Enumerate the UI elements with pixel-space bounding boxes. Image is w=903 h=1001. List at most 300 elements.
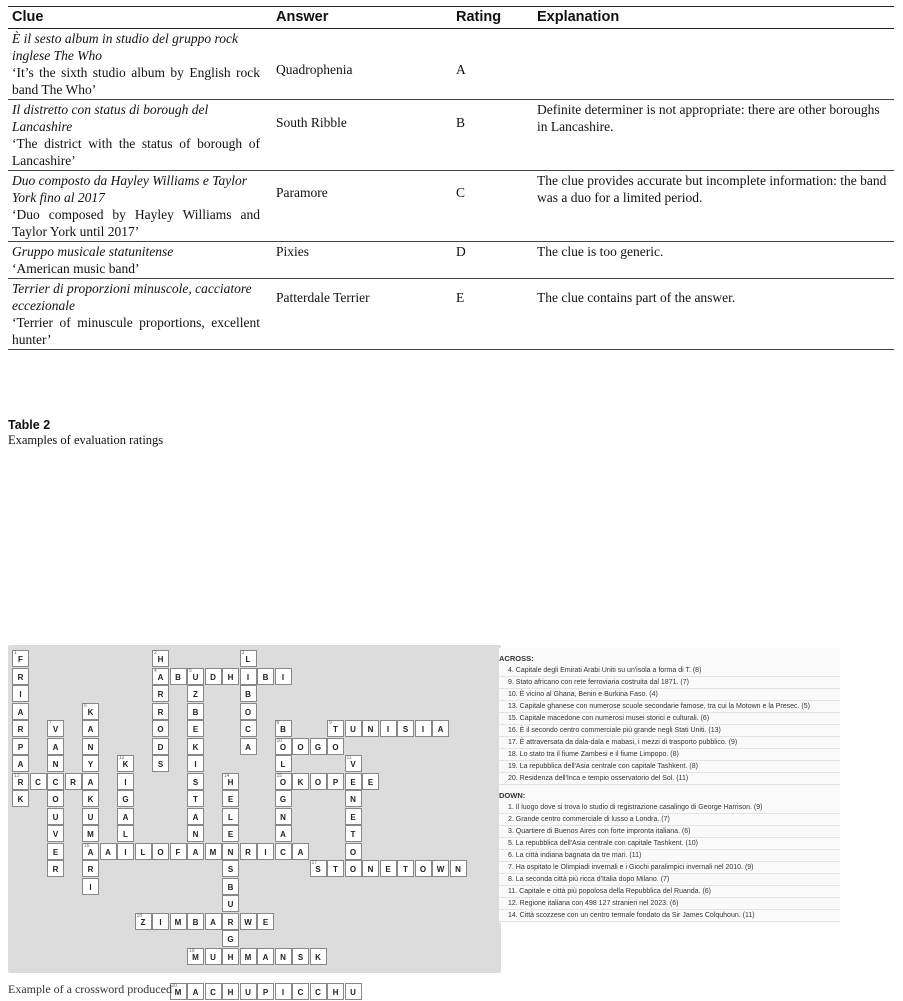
crossword-cell bbox=[47, 808, 64, 825]
crossword-cell bbox=[380, 720, 397, 737]
crossword-cell bbox=[275, 668, 292, 685]
cell-letter: C bbox=[52, 777, 59, 787]
across-clue: 17. È attraversata da dala-dala e mabasi, i mezzi di trasporto pubblico. (9) bbox=[499, 738, 840, 749]
crossword-cell bbox=[275, 843, 292, 860]
crossword-cell bbox=[327, 773, 344, 790]
crossword-cell bbox=[152, 720, 169, 737]
crossword-cell bbox=[82, 843, 99, 860]
crossword-cell bbox=[187, 913, 204, 930]
across-clue-list bbox=[499, 666, 840, 785]
crossword-cell bbox=[222, 878, 239, 895]
cell-letter: I bbox=[281, 672, 285, 682]
crossword-cell bbox=[47, 738, 64, 755]
cell-letter: I bbox=[386, 725, 390, 734]
cell-letter: L bbox=[140, 847, 146, 857]
crossword-cell bbox=[12, 650, 29, 667]
cell-letter: S bbox=[297, 952, 304, 962]
cell-letter: S bbox=[402, 725, 409, 734]
cell-letter: B bbox=[175, 672, 181, 682]
crossword-cell bbox=[415, 860, 432, 877]
cell-letter: C bbox=[210, 987, 216, 997]
crossword-cell bbox=[275, 790, 292, 807]
down-clue: 8. La seconda città più ricca d'Italia dopo Milano. (7) bbox=[499, 875, 840, 886]
cell-letter: B bbox=[227, 882, 234, 892]
cell-letter: H bbox=[227, 952, 234, 962]
cell-letter: E bbox=[385, 865, 391, 874]
cell-letter: T bbox=[333, 725, 338, 734]
clue-english: ‘The district with the status of borough of Lancashire’ bbox=[12, 136, 260, 168]
cell-letter: M bbox=[87, 830, 94, 839]
cell-letter: N bbox=[280, 812, 286, 822]
crossword-cell bbox=[82, 790, 99, 807]
down-clue: 2. Grande centro commerciale di lusso a Londra. (7) bbox=[499, 815, 840, 826]
crossword-cell bbox=[240, 738, 257, 755]
across-clue: 18. Lo stato tra il fiume Zambesi e il fiume Limpopo. (8) bbox=[499, 750, 840, 761]
cell-letter: U bbox=[227, 900, 234, 909]
cell-letter: A bbox=[192, 847, 199, 857]
cell-letter: S bbox=[227, 865, 234, 874]
cell-number: 19 bbox=[189, 947, 195, 954]
table-row bbox=[8, 29, 894, 100]
crossword-cell bbox=[152, 703, 169, 720]
crossword-cell bbox=[415, 720, 432, 737]
cell-letter: M bbox=[174, 987, 182, 997]
crossword-cell bbox=[187, 948, 204, 965]
crossword-cell bbox=[152, 685, 169, 702]
cell-letter: V bbox=[52, 830, 59, 839]
crossword-cell bbox=[257, 668, 274, 685]
crossword-cell bbox=[47, 790, 64, 807]
crossword-cell bbox=[152, 755, 169, 772]
crossword-cell bbox=[187, 738, 204, 755]
explanation-cell: The clue provides accurate but incomplete information: the band was a duo for a limited period. bbox=[533, 171, 894, 242]
cell-letter: A bbox=[297, 847, 304, 857]
rating-cell: B bbox=[452, 100, 533, 171]
crossword-cell bbox=[135, 843, 152, 860]
crossword-cell bbox=[327, 983, 344, 1000]
crossword-cell bbox=[47, 773, 64, 790]
cell-number: 9 bbox=[329, 720, 332, 726]
cell-letter: U bbox=[192, 672, 199, 682]
crossword-cell bbox=[47, 825, 64, 842]
across-clue: 4. Capitale degli Emirati Arabi Uniti su un'isola a forma di T. (8) bbox=[499, 666, 840, 677]
crossword-cell bbox=[187, 720, 204, 737]
crossword-cell bbox=[152, 738, 169, 755]
crossword-cell bbox=[345, 808, 362, 825]
table-caption bbox=[8, 418, 163, 448]
crossword-cell bbox=[187, 843, 204, 860]
clue-english: ‘American music band’ bbox=[12, 261, 140, 276]
crossword-cell bbox=[12, 668, 29, 685]
cell-letter: A bbox=[245, 742, 251, 752]
crossword-cell bbox=[327, 720, 344, 737]
crossword-cell bbox=[12, 720, 29, 737]
cell-letter: D bbox=[157, 742, 164, 752]
crossword-cell bbox=[82, 773, 99, 790]
crossword-cell bbox=[47, 720, 64, 737]
crossword-cell bbox=[82, 738, 99, 755]
cell-letter: I bbox=[89, 882, 92, 892]
cell-letter: O bbox=[419, 865, 427, 874]
cell-letter: T bbox=[193, 795, 198, 804]
cell-number: 8 bbox=[276, 720, 280, 726]
across-clue: 10. È vicino al Ghana, Benin e Burkina Faso. (4) bbox=[499, 690, 840, 701]
down-clue-list bbox=[499, 803, 840, 922]
cell-number: 6 bbox=[84, 702, 87, 709]
cell-letter: U bbox=[245, 987, 251, 997]
crossword-cell bbox=[310, 738, 327, 755]
crossword-cell bbox=[222, 668, 239, 685]
cell-number: 17 bbox=[311, 860, 318, 866]
crossword-cell bbox=[117, 825, 134, 842]
cell-letter: O bbox=[244, 707, 252, 717]
cell-letter: B bbox=[280, 725, 286, 734]
crossword-cell bbox=[345, 825, 362, 842]
cell-letter: I bbox=[421, 725, 425, 734]
cell-letter: I bbox=[194, 760, 197, 769]
cell-letter: O bbox=[349, 847, 357, 857]
crossword-cell bbox=[292, 738, 309, 755]
crossword-cell bbox=[47, 755, 64, 772]
crossword-cell bbox=[362, 860, 379, 877]
crossword-cell bbox=[82, 755, 99, 772]
cell-letter: A bbox=[262, 952, 269, 962]
crossword-cell bbox=[12, 790, 29, 807]
cell-letter: A bbox=[280, 830, 286, 839]
cell-number: 2 bbox=[154, 650, 157, 656]
crossword-cell bbox=[292, 843, 309, 860]
crossword-cell bbox=[310, 860, 327, 877]
crossword-cell bbox=[292, 983, 309, 1000]
down-title: DOWN: bbox=[499, 791, 526, 800]
explanation-cell: The clue contains part of the answer. bbox=[533, 279, 894, 350]
cell-letter: O bbox=[332, 742, 339, 752]
cell-letter: K bbox=[122, 760, 129, 769]
cell-number: 18 bbox=[136, 912, 143, 919]
cell-letter: N bbox=[227, 847, 234, 857]
crossword-cell bbox=[12, 773, 29, 790]
cell-letter: B bbox=[192, 707, 199, 717]
cell-number: 1 bbox=[14, 650, 17, 656]
cell-letter: R bbox=[52, 865, 59, 874]
clue-english: ‘It’s the sixth studio album by English rock band The Who’ bbox=[12, 65, 260, 97]
across-title: ACROSS: bbox=[499, 654, 534, 663]
cell-letter: E bbox=[350, 812, 356, 822]
down-clue: 11. Capitale e città più popolosa della Repubblica del Ruanda. (6) bbox=[499, 887, 840, 898]
crossword-cell bbox=[327, 738, 344, 755]
crossword-cell bbox=[65, 773, 82, 790]
cell-number: 7 bbox=[49, 720, 52, 726]
crossword-cell bbox=[82, 860, 99, 877]
cell-letter: W bbox=[244, 917, 252, 927]
cell-letter: I bbox=[124, 847, 127, 857]
crossword-cell bbox=[117, 843, 134, 860]
crossword-cell bbox=[170, 983, 187, 1000]
crossword-cell bbox=[82, 808, 99, 825]
cell-letter: M bbox=[209, 847, 217, 857]
crossword-cell bbox=[187, 808, 204, 825]
cell-letter: Y bbox=[87, 760, 94, 769]
cell-letter: R bbox=[17, 672, 24, 682]
cell-letter: P bbox=[332, 777, 339, 787]
cell-letter: A bbox=[87, 847, 94, 857]
header-explanation: Explanation bbox=[533, 7, 894, 29]
crossword-cell bbox=[380, 860, 397, 877]
cell-letter: E bbox=[227, 830, 234, 839]
cell-letter: W bbox=[436, 865, 445, 874]
cell-letter: M bbox=[244, 952, 252, 962]
cell-letter: A bbox=[17, 760, 24, 769]
cell-letter: E bbox=[262, 917, 269, 927]
cell-letter: N bbox=[280, 952, 286, 962]
crossword-cell bbox=[187, 983, 204, 1000]
cell-letter: O bbox=[279, 777, 287, 787]
clue-italian: Duo composto da Hayley Williams e Taylor York fino al 2017 bbox=[12, 173, 247, 205]
crossword-cell bbox=[222, 913, 239, 930]
cell-letter: B bbox=[262, 672, 269, 682]
cell-letter: U bbox=[350, 725, 356, 734]
cell-number: 10 bbox=[276, 737, 283, 744]
cell-letter: C bbox=[245, 725, 251, 734]
crossword-cell bbox=[345, 773, 362, 790]
cell-number: 15 bbox=[276, 772, 283, 779]
cell-letter: A bbox=[87, 725, 94, 734]
down-clue: 1. Il luogo dove si trova lo studio di registrazione casalingo di George Harrison. (9) bbox=[499, 803, 840, 814]
crossword-clues bbox=[499, 648, 840, 923]
crossword-cell bbox=[117, 773, 134, 790]
cell-letter: M bbox=[174, 917, 182, 927]
rating-cell: D bbox=[452, 242, 533, 279]
crossword-cell bbox=[257, 913, 274, 930]
across-clue: 19. La repubblica dell'Asia centrale con capitale Tashkent. (8) bbox=[499, 762, 840, 773]
crossword-cell bbox=[170, 668, 187, 685]
cell-letter: A bbox=[122, 812, 129, 822]
crossword-cell bbox=[187, 825, 204, 842]
cell-letter: R bbox=[70, 777, 76, 787]
crossword-cell bbox=[275, 808, 292, 825]
crossword-cell bbox=[12, 703, 29, 720]
cell-letter: E bbox=[227, 795, 234, 804]
cell-letter: R bbox=[157, 707, 164, 717]
ratings-table bbox=[8, 6, 894, 350]
crossword-cell bbox=[222, 843, 239, 860]
cell-letter: E bbox=[192, 725, 199, 734]
crossword-cell bbox=[222, 930, 239, 947]
crossword-cell bbox=[240, 843, 257, 860]
cell-letter: E bbox=[52, 847, 59, 857]
crossword-cell bbox=[275, 825, 292, 842]
cell-letter: N bbox=[367, 865, 374, 874]
clue-italian: Terrier di proporzioni minuscole, cacciatore eccezionale bbox=[12, 281, 252, 313]
crossword-cell bbox=[205, 983, 222, 1000]
cell-letter: N bbox=[52, 760, 59, 769]
cell-letter: O bbox=[279, 742, 287, 752]
crossword-cell bbox=[240, 668, 257, 685]
cell-letter: C bbox=[297, 987, 304, 997]
crossword-cell bbox=[345, 790, 362, 807]
cell-letter: C bbox=[315, 987, 321, 997]
crossword-cell bbox=[222, 790, 239, 807]
crossword-cell bbox=[240, 685, 257, 702]
cell-letter: A bbox=[210, 917, 216, 927]
crossword-cell bbox=[152, 843, 169, 860]
crossword-cell bbox=[117, 755, 134, 772]
clue-cell bbox=[8, 29, 264, 100]
table-caption-label: Table 2 bbox=[8, 418, 51, 432]
crossword-cell bbox=[345, 983, 362, 1000]
crossword-cell bbox=[240, 983, 257, 1000]
down-clue: 14. Città scozzese con un centro termale fondato da Sir James Colquhoun. (11) bbox=[499, 911, 840, 922]
across-clue: 15. Capitale macedone con numerosi musei storici e culturali. (6) bbox=[499, 714, 840, 725]
cell-letter: N bbox=[367, 725, 374, 734]
crossword-cell bbox=[205, 843, 222, 860]
cell-letter: G bbox=[122, 795, 129, 804]
table-header-row bbox=[8, 7, 894, 29]
crossword-cell bbox=[362, 720, 379, 737]
crossword-cell bbox=[187, 773, 204, 790]
crossword-cell bbox=[310, 948, 327, 965]
crossword-cell bbox=[205, 668, 222, 685]
down-clue: 3. Quartiere di Buenos Aires con forte impronta italiana. (6) bbox=[499, 827, 840, 838]
crossword-cell bbox=[240, 948, 257, 965]
cell-letter: U bbox=[210, 952, 216, 962]
crossword-cell bbox=[187, 703, 204, 720]
cell-letter: N bbox=[455, 865, 461, 874]
cell-letter: K bbox=[192, 742, 199, 752]
clue-english: ‘Duo composed by Hayley Williams and Taylor York until 2017’ bbox=[12, 207, 260, 239]
crossword-cell bbox=[12, 738, 29, 755]
cell-number: 12 bbox=[119, 755, 125, 761]
crossword-cell bbox=[240, 703, 257, 720]
rating-cell: A bbox=[452, 29, 533, 100]
header-clue: Clue bbox=[8, 7, 264, 29]
cell-number: 14 bbox=[224, 772, 230, 779]
crossword-cell bbox=[170, 843, 187, 860]
cell-letter: R bbox=[227, 917, 234, 927]
crossword-cell bbox=[152, 668, 169, 685]
crossword-cell bbox=[327, 860, 344, 877]
cell-letter: N bbox=[350, 795, 356, 804]
explanation-cell: Definite determiner is not appropriate: there are other boroughs in Lancashire. bbox=[533, 100, 894, 171]
crossword-cell bbox=[397, 860, 414, 877]
cell-number: 16 bbox=[84, 842, 90, 849]
cell-letter: B bbox=[245, 690, 251, 699]
crossword-cell bbox=[82, 878, 99, 895]
down-clue: 12. Regione italiana con 498 127 stranieri nel 2023. (6) bbox=[499, 899, 840, 910]
clue-italian: Gruppo musicale statunitense bbox=[12, 244, 174, 259]
crossword-cell bbox=[187, 755, 204, 772]
crossword-cell bbox=[345, 860, 362, 877]
crossword-cell bbox=[82, 720, 99, 737]
cell-letter: D bbox=[210, 672, 216, 682]
cell-letter: K bbox=[315, 952, 321, 962]
clue-cell bbox=[8, 242, 264, 279]
clue-cell bbox=[8, 100, 264, 171]
cell-letter: I bbox=[264, 847, 267, 857]
cell-letter: A bbox=[87, 777, 94, 787]
answer-cell: Patterdale Terrier bbox=[264, 279, 452, 350]
cell-number: 13 bbox=[14, 772, 20, 779]
cell-letter: I bbox=[159, 917, 162, 927]
answer-cell: Pixies bbox=[264, 242, 452, 279]
cell-letter: L bbox=[228, 812, 233, 822]
cell-letter: O bbox=[297, 742, 304, 752]
cell-letter: O bbox=[157, 725, 164, 734]
cell-letter: K bbox=[87, 795, 94, 804]
cell-letter: A bbox=[157, 672, 164, 682]
crossword-cell bbox=[362, 773, 379, 790]
cell-letter: I bbox=[246, 672, 250, 682]
cell-letter: A bbox=[192, 987, 199, 997]
cell-letter: H bbox=[227, 672, 234, 682]
crossword-cell bbox=[275, 983, 292, 1000]
down-clue: 6. La città indiana bagnata da tre mari. (11) bbox=[499, 851, 840, 862]
cell-letter: E bbox=[367, 777, 374, 787]
cell-letter: G bbox=[314, 742, 322, 752]
across-clue: 20. Residenza dell'Inca e tempio osservatorio del Sol. (11) bbox=[499, 774, 840, 785]
crossword-cell bbox=[135, 913, 152, 930]
crossword-cell bbox=[275, 948, 292, 965]
crossword-cell bbox=[187, 685, 204, 702]
cell-letter: O bbox=[157, 847, 164, 857]
cell-letter: K bbox=[87, 707, 94, 717]
cell-letter: A bbox=[105, 847, 111, 857]
cell-letter: T bbox=[350, 830, 356, 839]
cell-letter: Z bbox=[193, 690, 198, 699]
cell-letter: T bbox=[403, 865, 408, 874]
cell-letter: R bbox=[17, 777, 24, 787]
cell-letter: N bbox=[87, 742, 94, 752]
cell-letter: U bbox=[52, 812, 59, 822]
cell-letter: U bbox=[87, 812, 94, 822]
cell-number: 4 bbox=[154, 667, 157, 674]
table-row bbox=[8, 171, 894, 242]
cell-number: 5 bbox=[189, 667, 192, 674]
crossword-cell bbox=[275, 738, 292, 755]
cell-letter: S bbox=[157, 760, 164, 769]
crossword-cell bbox=[222, 948, 239, 965]
cell-letter: O bbox=[349, 865, 357, 874]
answer-cell: South Ribble bbox=[264, 100, 452, 171]
crossword-cell bbox=[345, 720, 362, 737]
cell-letter: N bbox=[192, 830, 199, 839]
header-answer: Answer bbox=[264, 7, 452, 29]
crossword-cell bbox=[187, 790, 204, 807]
cell-letter: F bbox=[175, 847, 181, 857]
cell-letter: H bbox=[227, 987, 234, 997]
cell-letter: G bbox=[227, 935, 234, 944]
crossword-cell bbox=[205, 948, 222, 965]
cell-letter: L bbox=[123, 830, 128, 839]
crossword-cell bbox=[310, 983, 327, 1000]
cell-letter: S bbox=[315, 865, 321, 874]
crossword-cell bbox=[292, 773, 309, 790]
crossword-cell bbox=[222, 773, 239, 790]
crossword-cell bbox=[222, 825, 239, 842]
cell-letter: M bbox=[192, 952, 199, 962]
header-rating: Rating bbox=[452, 7, 533, 29]
cell-letter: O bbox=[52, 795, 59, 804]
clue-english: ‘Terrier of minuscule proportions, excellent hunter’ bbox=[12, 315, 260, 347]
cell-letter: G bbox=[279, 795, 287, 804]
crossword-cell bbox=[205, 913, 222, 930]
cell-number: 20 bbox=[171, 982, 178, 989]
crossword-cell bbox=[450, 860, 467, 877]
crossword-cell bbox=[82, 703, 99, 720]
rating-cell: E bbox=[452, 279, 533, 350]
cell-letter: S bbox=[192, 777, 199, 787]
cell-letter: A bbox=[192, 812, 199, 822]
